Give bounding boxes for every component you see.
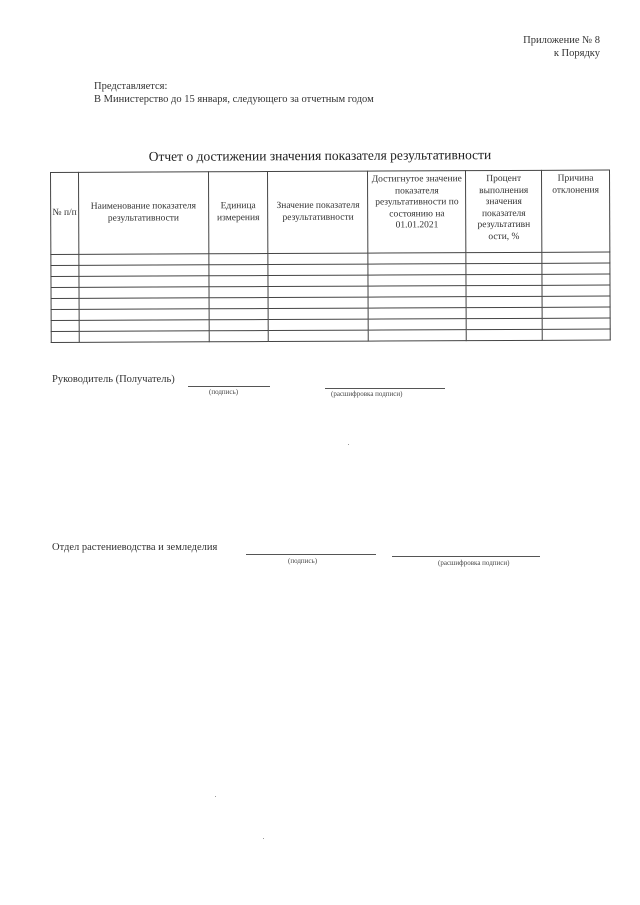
appendix-order: к Порядку (553, 48, 600, 59)
appendix-reference (523, 34, 600, 60)
table-row (51, 329, 610, 342)
table-body (51, 252, 610, 342)
dept-decrypt-caption: (расшифровка подписи) (438, 559, 510, 567)
col-completion-percent: Процент выполнения значения показателя результативн ости, % (466, 170, 542, 252)
table-header-row (51, 170, 610, 254)
col-unit: Единица измерения (208, 172, 268, 254)
submission-deadline: В Министерство до 15 января, следующего за отчетным годом (94, 94, 374, 105)
dept-signature-line (246, 554, 376, 555)
submission-note (94, 80, 374, 106)
col-achieved-value: Достигнутое значение показателя результативности по состоянию на 01.01.2021 (368, 171, 466, 253)
head-signature-line (188, 386, 270, 387)
dept-signature-caption: (подпись) (288, 557, 318, 565)
head-signature-caption: (подпись) (209, 388, 239, 396)
col-indicator-name: Наименование показателя результативности (78, 172, 208, 255)
head-decrypt-caption: (расшифровка подписи) (331, 390, 403, 398)
col-deviation-reason: Причина отклонения (542, 170, 610, 252)
scan-speck (215, 796, 216, 797)
col-number: № п/п (51, 172, 79, 254)
scan-speck (263, 838, 264, 839)
report-title: Отчет о достижении значения показателя результативности (148, 147, 492, 164)
head-signature-label: Руководитель (Получатель) (52, 374, 175, 385)
appendix-number: Приложение № 8 (523, 35, 600, 46)
head-decrypt-line (325, 388, 445, 389)
dept-decrypt-line (392, 556, 540, 557)
report-table (50, 170, 611, 343)
submission-label: Представляется: (94, 81, 168, 92)
dept-signature-label: Отдел растениеводства и земледелия (52, 542, 218, 553)
col-indicator-value: Значение показателя результативности (268, 171, 368, 253)
scan-speck (348, 444, 349, 445)
